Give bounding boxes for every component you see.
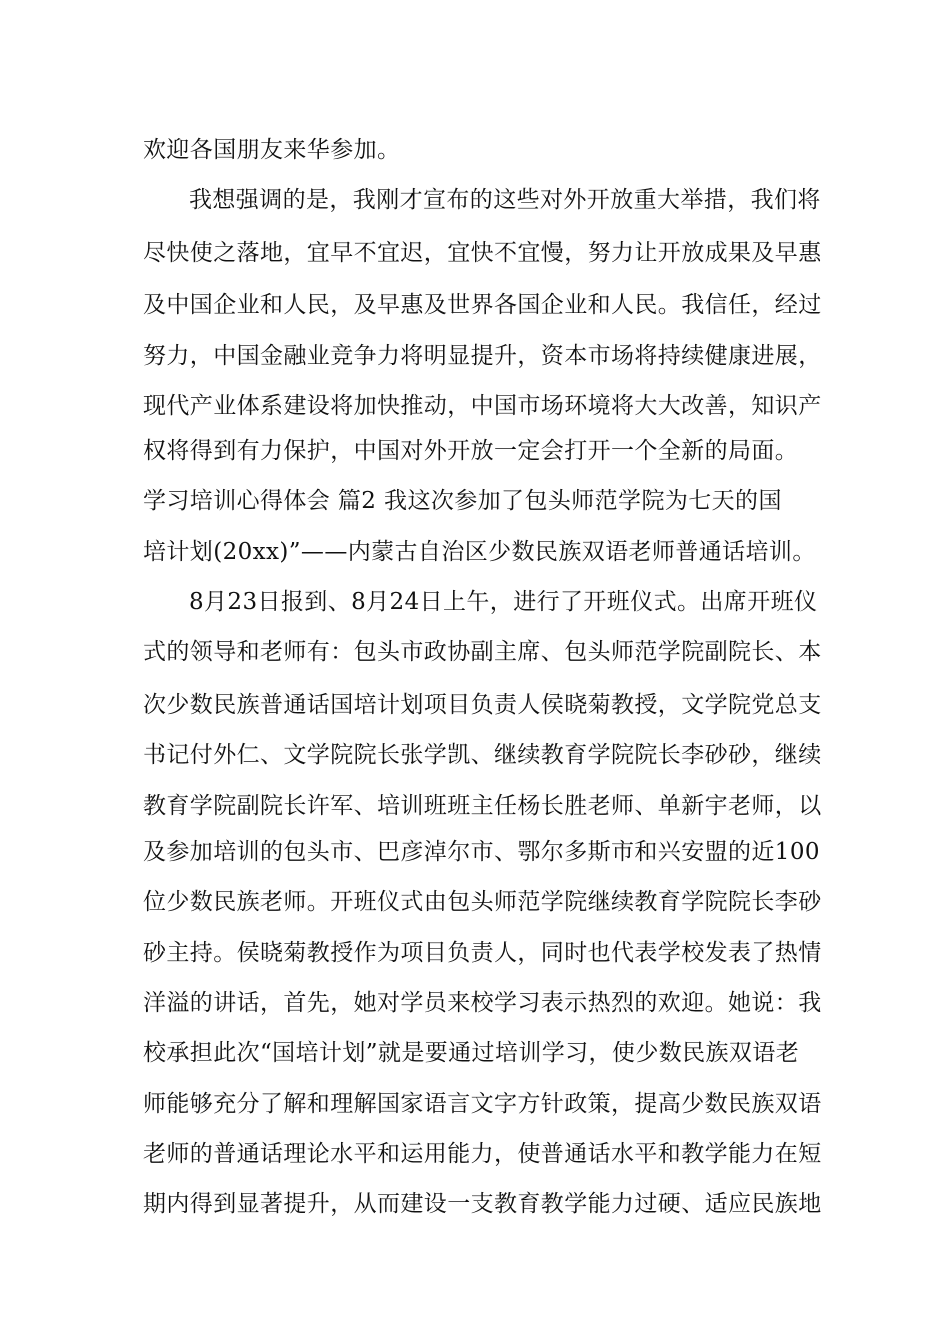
text-line: 及参加培训的包头市、巴彦淖尔市、鄂尔多斯市和兴安盟的近100: [143, 839, 820, 865]
text-line: 洋溢的讲话，首先，她对学员来校学习表示热烈的欢迎。她说：我: [143, 990, 822, 1016]
text-line: 现代产业体系建设将加快推动，中国市场环境将大大改善，知识产: [143, 393, 822, 419]
text-line: 书记付外仁、文学院院长张学凯、继续教育学院院长李砂砂，继续: [143, 742, 822, 768]
text-line: 次少数民族普通话国培计划项目负责人侯晓菊教授，文学院党总支: [143, 692, 822, 718]
text-line: 权将得到有力保护，中国对外开放一定会打开一个全新的局面。: [143, 438, 799, 464]
text-line: 师能够充分了解和理解国家语言文字方针政策，提高少数民族双语: [143, 1091, 822, 1117]
text-line: 教育学院副院长许军、培训班班主任杨长胜老师、单新宇老师，以: [143, 793, 822, 819]
paragraph-text-line: 我想强调的是，我刚才宣布的这些对外开放重大举措，我们将: [189, 187, 821, 213]
text-line: 式的领导和老师有：包头市政协副主席、包头师范学院副院长、本: [143, 639, 822, 665]
text-line: 老师的普通话理论水平和运用能力，使普通话水平和教学能力在短: [143, 1141, 822, 1167]
text-line: 努力，中国金融业竞争力将明显提升，资本市场将持续健康进展，: [143, 343, 822, 369]
text-line: 砂主持。侯晓菊教授作为项目负责人，同时也代表学校发表了热情: [143, 940, 822, 966]
text-line: 尽快使之落地，宜早不宜迟，宜快不宜慢，努力让开放成果及早惠: [143, 240, 822, 266]
text-line: 期内得到显著提升，从而建设一支教育教学能力过硬、适应民族地: [143, 1191, 822, 1217]
text-line: 校承担此次“国培计划”就是要通过培训学习，使少数民族双语老: [143, 1040, 800, 1066]
text-line: 位少数民族老师。开班仪式由包头师范学院继续教育学院院长李砂: [143, 889, 822, 915]
text-line: 培计划(20xx)”——内蒙古自治区少数民族双语老师普通话培训。: [143, 539, 816, 565]
text-line: 欢迎各国朋友来华参加。: [143, 137, 401, 163]
section-heading-line: 学习培训心得体会 篇2 我这次参加了包头师范学院为七天的国: [143, 488, 782, 514]
text-line: 及中国企业和人民，及早惠及世界各国企业和人民。我信任，经过: [143, 292, 822, 318]
paragraph-text-line: 8月23日报到、8月24日上午，进行了开班仪式。出席开班仪: [189, 589, 818, 615]
